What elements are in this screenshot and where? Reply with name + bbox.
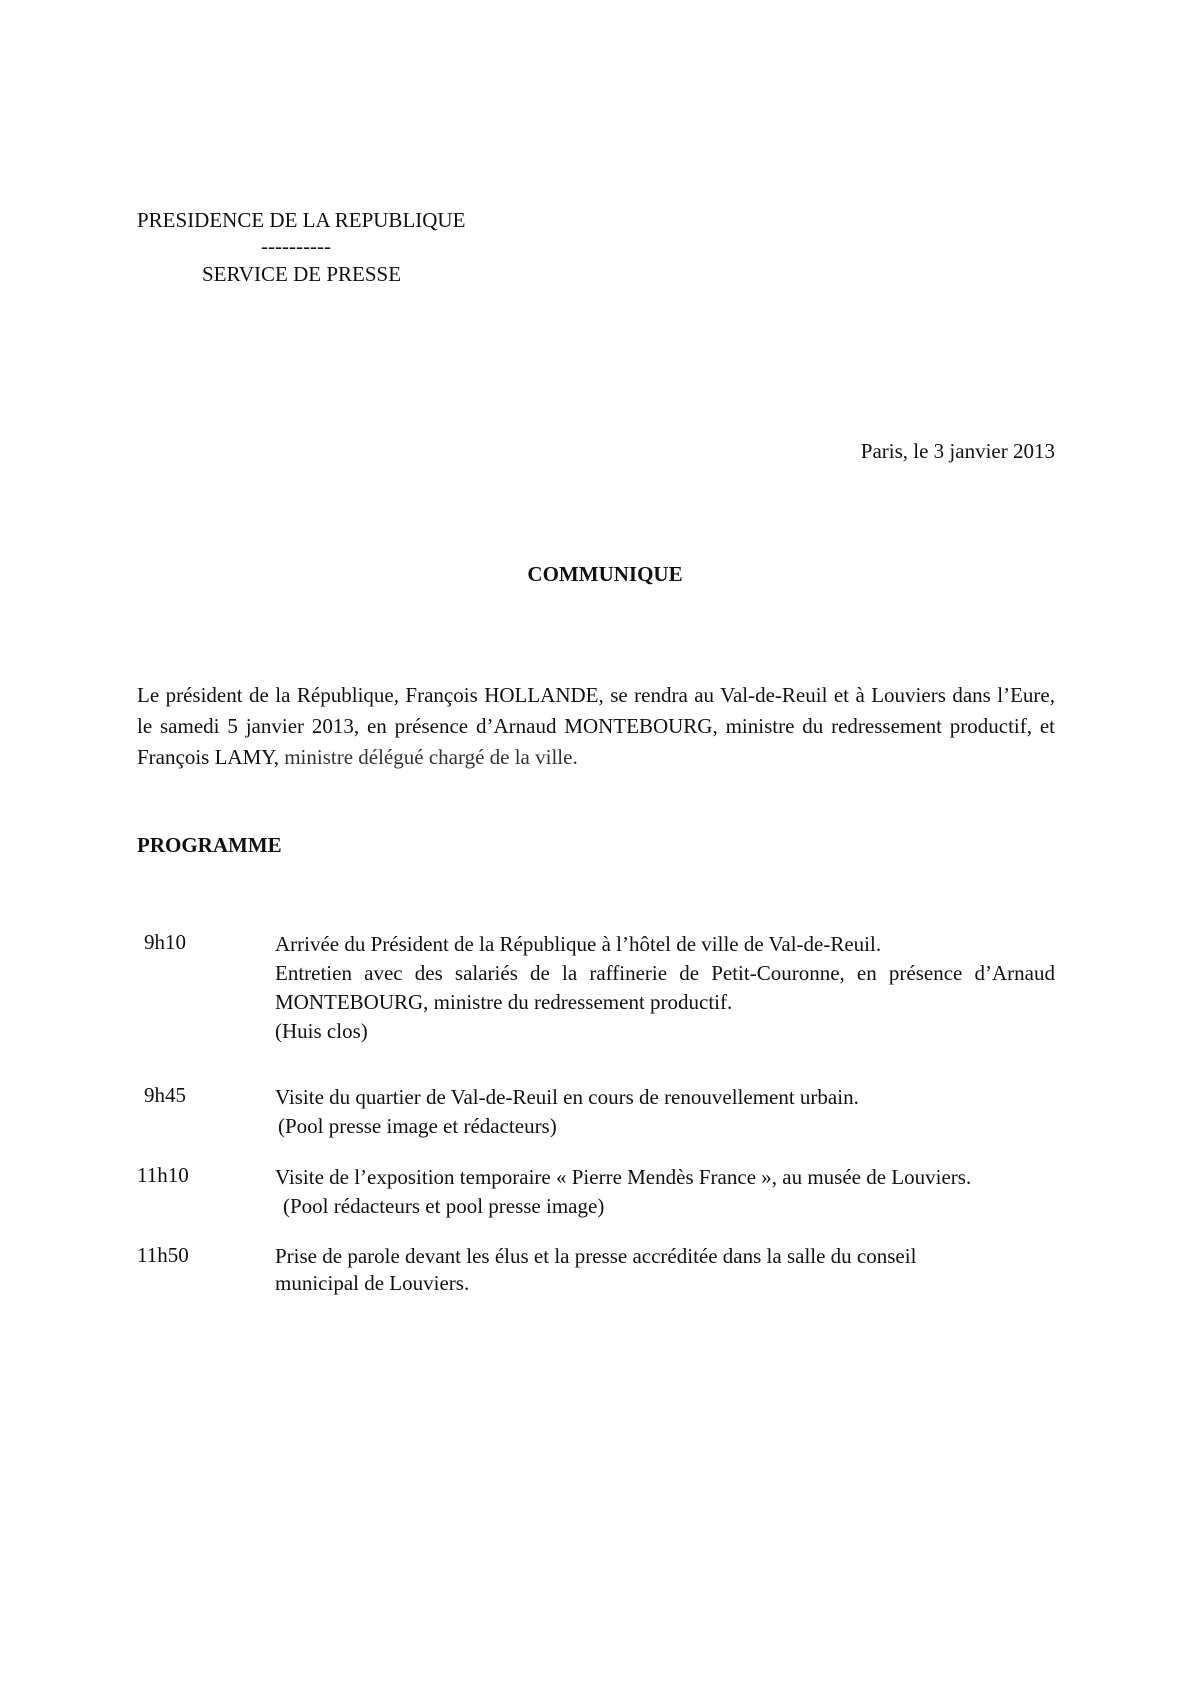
document-title: COMMUNIQUE: [527, 562, 683, 586]
intro-paragraph: [137, 680, 1055, 773]
service-name: SERVICE DE PRESSE: [202, 262, 402, 286]
organization-name: PRESIDENCE DE LA REPUBLIQUE: [137, 208, 466, 232]
programme-description: [275, 1083, 1055, 1141]
programme-line: (Pool rédacteurs et pool presse image): [283, 1194, 605, 1218]
programme-time: 9h10: [144, 930, 186, 954]
programme-time: 9h45: [144, 1083, 186, 1107]
programme-line: (Huis clos): [275, 1019, 368, 1043]
programme-line: (Pool presse image et rédacteurs): [278, 1114, 557, 1138]
programme-description: [275, 1163, 1055, 1221]
date-line: Paris, le 3 janvier 2013: [860, 439, 1055, 463]
programme-description: [275, 930, 1055, 1046]
programme-line: Visite de l’exposition temporaire « Pierre Mendès France », au musée de Louviers.: [275, 1165, 972, 1189]
programme-line: Entretien avec des salariés de la raffinerie de Petit-Couronne, en présence d’Arnaud MONTEBOURG, ministre du redressement productif.: [275, 961, 1055, 1014]
programme-line: Prise de parole devant les élus et la presse accréditée dans la salle du conseil municipal de Louviers.: [275, 1244, 917, 1295]
programme-line: Arrivée du Président de la République à l’hôtel de ville de Val-de-Reuil.: [275, 932, 882, 956]
programme-heading: PROGRAMME: [137, 833, 282, 857]
programme-time: 11h50: [137, 1243, 189, 1267]
programme-description: [275, 1243, 965, 1297]
intro-main-text: Le président de la République, François HOLLANDE, se rendra au Val-de-Reuil et à Louviers dans l’Eure, le samedi 5 janvier 2013, en présence d’Arnaud MONTEBOURG, ministre du redressement productif, et François LAMY,: [137, 683, 1055, 769]
programme-line: Visite du quartier de Val-de-Reuil en cours de renouvellement urbain.: [275, 1085, 859, 1109]
programme-time: 11h10: [137, 1163, 189, 1187]
header-separator: ----------: [261, 234, 331, 258]
intro-tail-text: ministre délégué chargé de la ville.: [278, 745, 578, 769]
